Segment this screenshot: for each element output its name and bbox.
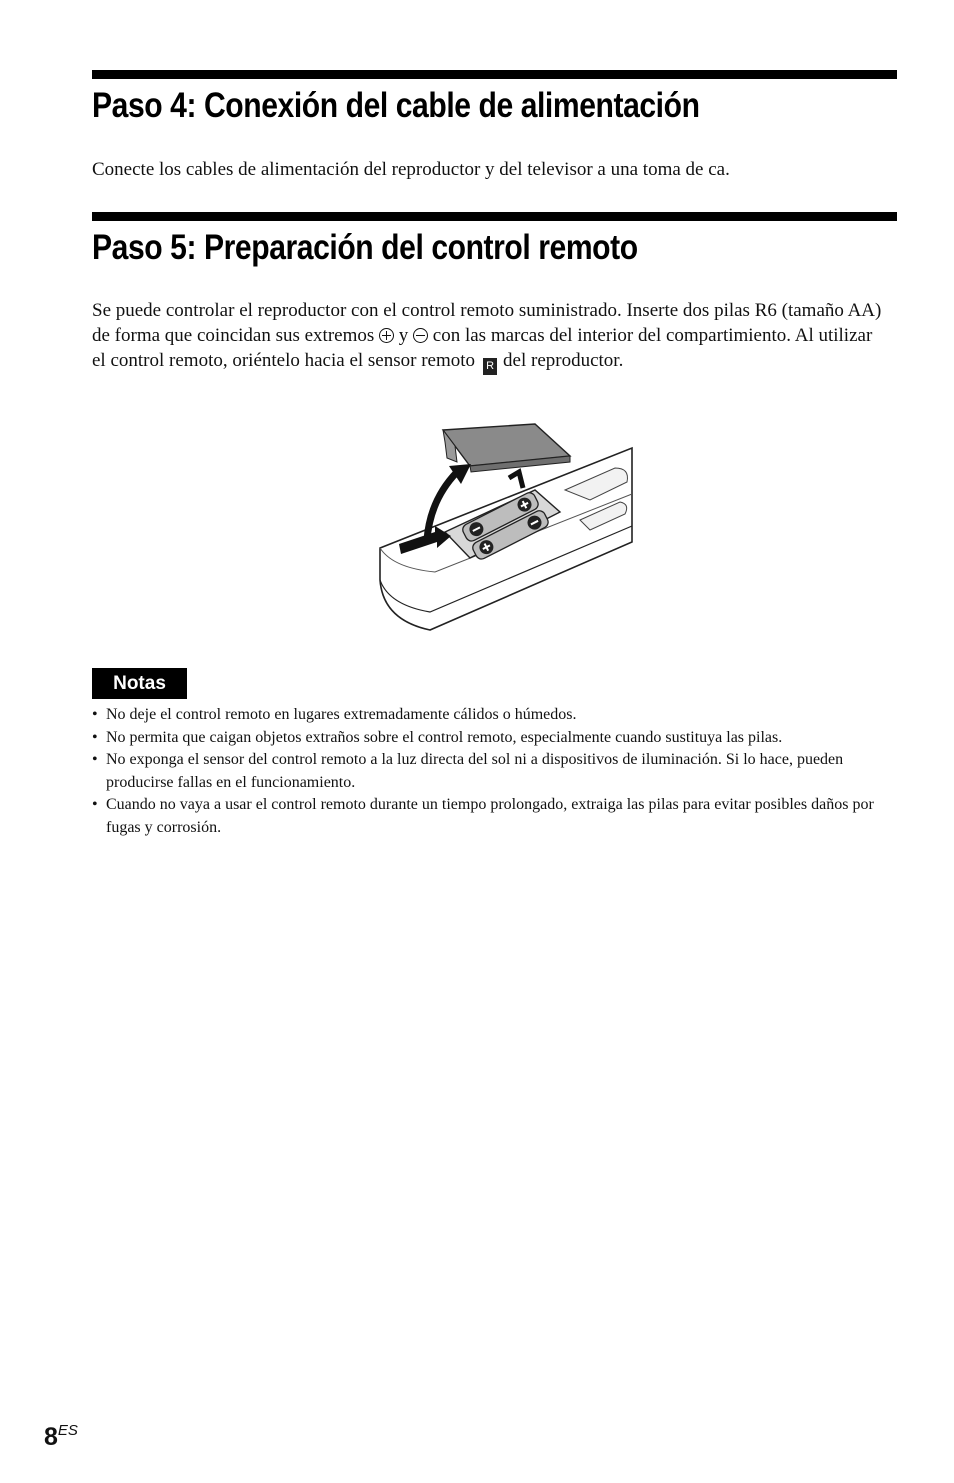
- bullet: •: [92, 706, 98, 723]
- step5-body: [92, 298, 882, 375]
- bullet: •: [92, 751, 98, 768]
- step4-body: Conecte los cables de alimentación del reproductor y del televisor a una toma de ca.: [92, 159, 730, 180]
- step4-heading: Paso 4: Conexión del cable de alimentación: [92, 86, 700, 125]
- step5-body-part1: Se puede controlar el reproductor con el control remoto suministrado. Inserte dos pilas R6 (tamaño AA) de forma que coincidan sus extremos: [92, 300, 882, 346]
- page-number: [44, 1422, 78, 1452]
- remote-sensor-icon: R: [483, 358, 497, 375]
- remote-battery-svg: [375, 420, 637, 632]
- list-item: [92, 704, 902, 727]
- note-text: No exponga el sensor del control remoto a la luz directa del sol ni a dispositivos de iluminación. Si lo hace, pueden producirse fallas en el funcionamiento.: [106, 751, 844, 791]
- step5-heading: Paso 5: Preparación del control remoto: [92, 228, 638, 267]
- note-text: No deje el control remoto en lugares extremadamente cálidos o húmedos.: [106, 706, 577, 723]
- notes-label: Notas: [92, 668, 187, 699]
- bullet: •: [92, 796, 98, 813]
- list-item: [92, 727, 902, 750]
- notes-list: [92, 704, 902, 839]
- step5-body-and: y: [398, 325, 409, 346]
- minus-circle-icon: [413, 328, 428, 343]
- section-rule: [92, 212, 897, 221]
- list-item: [92, 749, 902, 794]
- page-number-value: 8: [44, 1423, 58, 1451]
- note-text: No permita que caigan objetos extraños sobre el control remoto, especialmente cuando sustituya las pilas.: [106, 728, 783, 746]
- step5-body-part2: con las marcas del interior del compartimiento. Al utilizar el control remoto, oriéntelo hacia el sensor remoto: [92, 325, 873, 371]
- note-text: Cuando no vaya a usar el control remoto durante un tiempo prolongado, extraiga las pilas para evitar posibles daños por fugas y corrosión.: [106, 796, 874, 836]
- page-language: ES: [57, 1422, 78, 1439]
- section-rule: [92, 70, 897, 79]
- bullet: •: [92, 728, 98, 746]
- plus-circle-icon: [379, 328, 394, 343]
- list-item: [92, 794, 902, 839]
- step5-body-part3: del reproductor.: [503, 350, 624, 371]
- remote-battery-illustration: [375, 420, 637, 632]
- insert-arrow: [509, 472, 523, 488]
